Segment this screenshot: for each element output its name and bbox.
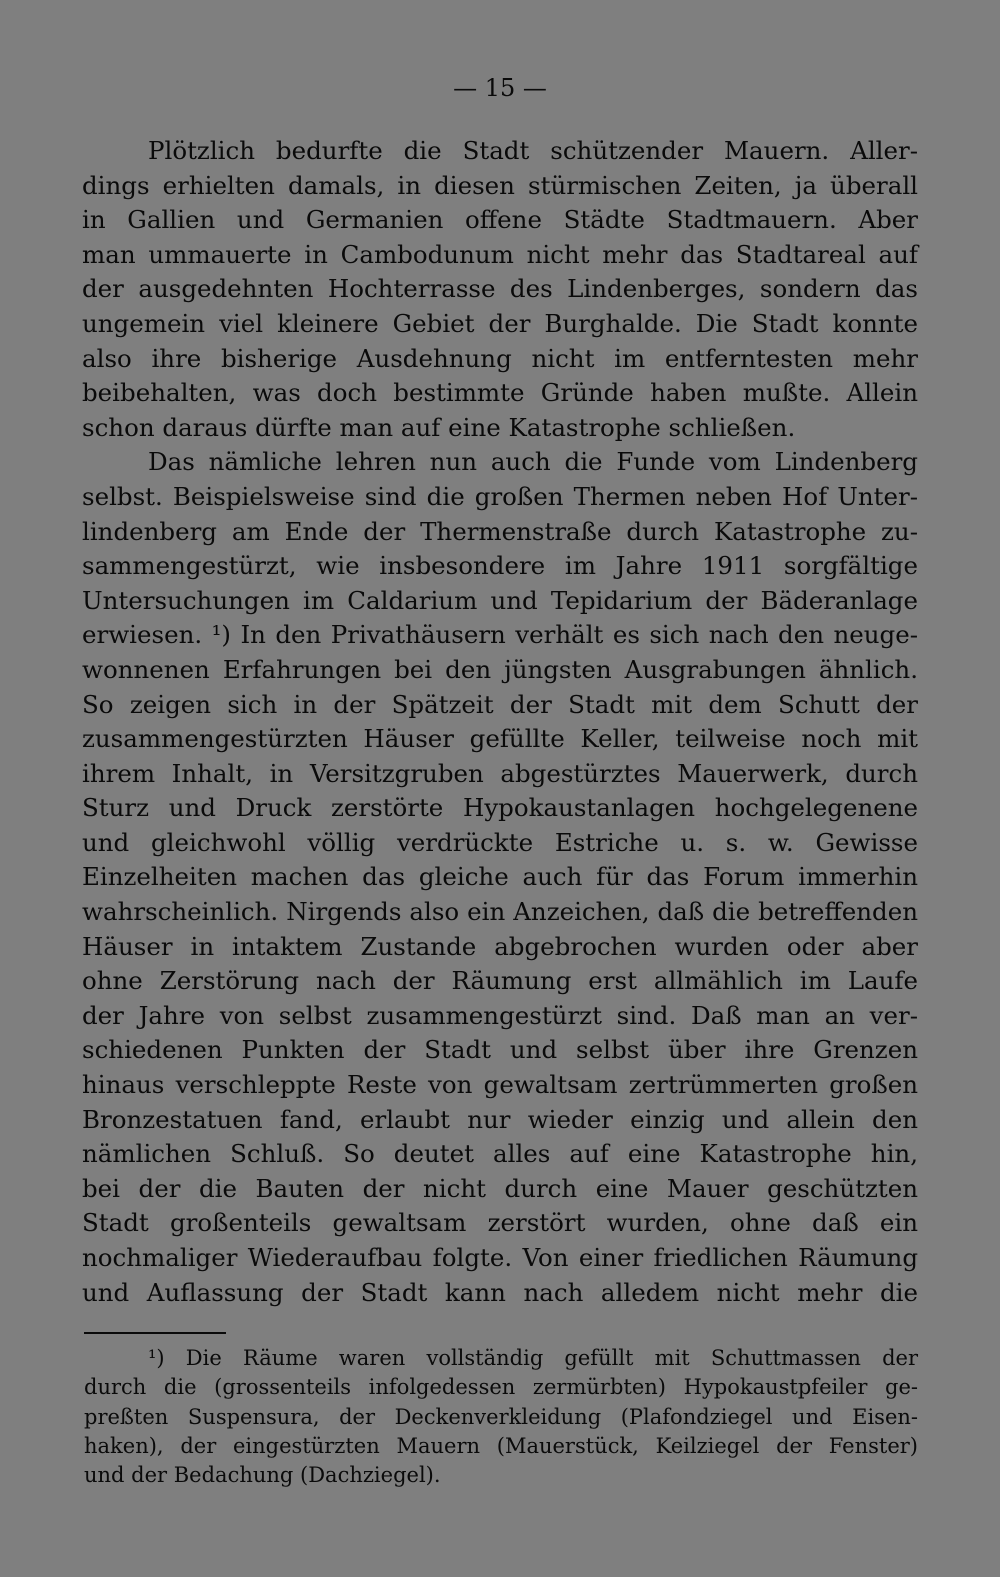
text-line: Einzelheiten machen das gleiche auch für das Forum immerhin bbox=[82, 862, 918, 892]
text-line: beibehalten, was doch bestimmte Gründe haben mußte. Allein bbox=[82, 378, 918, 408]
text-line: Stadt großenteils gewaltsam zerstört wurden, ohne daß ein bbox=[82, 1208, 918, 1238]
text-line: wonnenen Erfahrungen bei den jüngsten Ausgrabungen ähnlich. bbox=[82, 654, 918, 684]
footnote-line: durch die (grossenteils infolgedessen zermürbten) Hypokaustpfeiler ge- bbox=[84, 1375, 918, 1400]
text-line: hinaus verschleppte Reste von gewaltsam zertrümmerten großen bbox=[82, 1070, 918, 1100]
text-line: der ausgedehnten Hochterrasse des Lindenberges, sondern das bbox=[82, 274, 918, 304]
text-line: ungemein viel kleinere Gebiet der Burghalde. Die Stadt konnte bbox=[82, 308, 918, 338]
text-line: Untersuchungen im Caldarium und Tepidarium der Bäderanlage bbox=[82, 585, 918, 615]
footnote-separator bbox=[84, 1332, 226, 1334]
text-line: und Auflassung der Stadt kann nach alledem nicht mehr die bbox=[82, 1277, 918, 1307]
footnote-line: und der Bedachung (Dachziegel). bbox=[84, 1463, 441, 1488]
text-line: in Gallien und Germanien offene Städte Stadtmauern. Aber bbox=[82, 205, 918, 235]
text-line: zusammengestürzten Häuser gefüllte Keller, teilweise noch mit bbox=[82, 724, 918, 754]
text-line: nochmaliger Wiederaufbau folgte. Von einer friedlichen Räumung bbox=[82, 1243, 918, 1272]
text-line: bei der die Bauten der nicht durch eine Mauer geschützten bbox=[82, 1173, 918, 1203]
footnote-line: haken), der eingestürzten Mauern (Mauerstück, Keilziegel der Fenster) bbox=[84, 1433, 918, 1458]
text-line: selbst. Beispielsweise sind die großen Thermen neben Hof Unter- bbox=[82, 481, 918, 511]
text-line: man ummauerte in Cambodunum nicht mehr das Stadtareal auf bbox=[82, 239, 918, 269]
text-line: schon daraus dürfte man auf eine Katastrophe schließen. bbox=[82, 412, 796, 442]
text-line: Häuser in intaktem Zustande abgebrochen wurden oder aber bbox=[82, 931, 918, 961]
text-line: ohne Zerstörung nach der Räumung erst allmählich im Laufe bbox=[82, 966, 918, 996]
text-line: ihrem Inhalt, in Versitzgruben abgestürztes Mauerwerk, durch bbox=[82, 758, 918, 788]
text-line: dings erhielten damals, in diesen stürmischen Zeiten, ja überall bbox=[82, 170, 918, 200]
text-line: erwiesen. ¹) In den Privathäusern verhält es sich nach den neuge- bbox=[82, 620, 918, 650]
text-line: schiedenen Punkten der Stadt und selbst über ihre Grenzen bbox=[82, 1035, 918, 1065]
text-line: und gleichwohl völlig verdrückte Estriche u. s. w. Gewisse bbox=[82, 827, 918, 857]
body-text bbox=[82, 134, 918, 1310]
text-line: Bronzestatuen fand, erlaubt nur wieder einzig und allein den bbox=[82, 1104, 918, 1134]
text-line: nämlichen Schluß. So deutet alles auf eine Katastrophe hin, bbox=[82, 1139, 918, 1169]
text-line: der Jahre von selbst zusammengestürzt sind. Daß man an ver- bbox=[82, 1000, 918, 1030]
text-line: So zeigen sich in der Spätzeit der Stadt mit dem Schutt der bbox=[82, 689, 918, 719]
text-line: wahrscheinlich. Nirgends also ein Anzeichen, daß die betreffenden bbox=[82, 897, 918, 927]
text-line: Das nämliche lehren nun auch die Funde vom Lindenberg bbox=[148, 447, 918, 477]
footnote-line: preßten Suspensura, der Deckenverkleidung (Plafondziegel und Eisen- bbox=[84, 1404, 918, 1429]
footnote-line: ¹) Die Räume waren vollständig gefüllt mit Schuttmassen der bbox=[148, 1346, 918, 1370]
text-line: also ihre bisherige Ausdehnung nicht im entferntesten mehr bbox=[82, 343, 918, 373]
text-line: lindenberg am Ende der Thermenstraße durch Katastrophe zu- bbox=[82, 516, 918, 546]
text-line: sammengestürzt, wie insbesondere im Jahre 1911 sorgfältige bbox=[82, 551, 918, 581]
footnote bbox=[84, 1344, 918, 1490]
text-line: Plötzlich bedurfte die Stadt schützender Mauern. Aller- bbox=[148, 136, 918, 165]
text-line: Sturz und Druck zerstörte Hypokaustanlagen hochgelegenene bbox=[82, 793, 918, 823]
page-number: — 15 — bbox=[453, 74, 547, 102]
